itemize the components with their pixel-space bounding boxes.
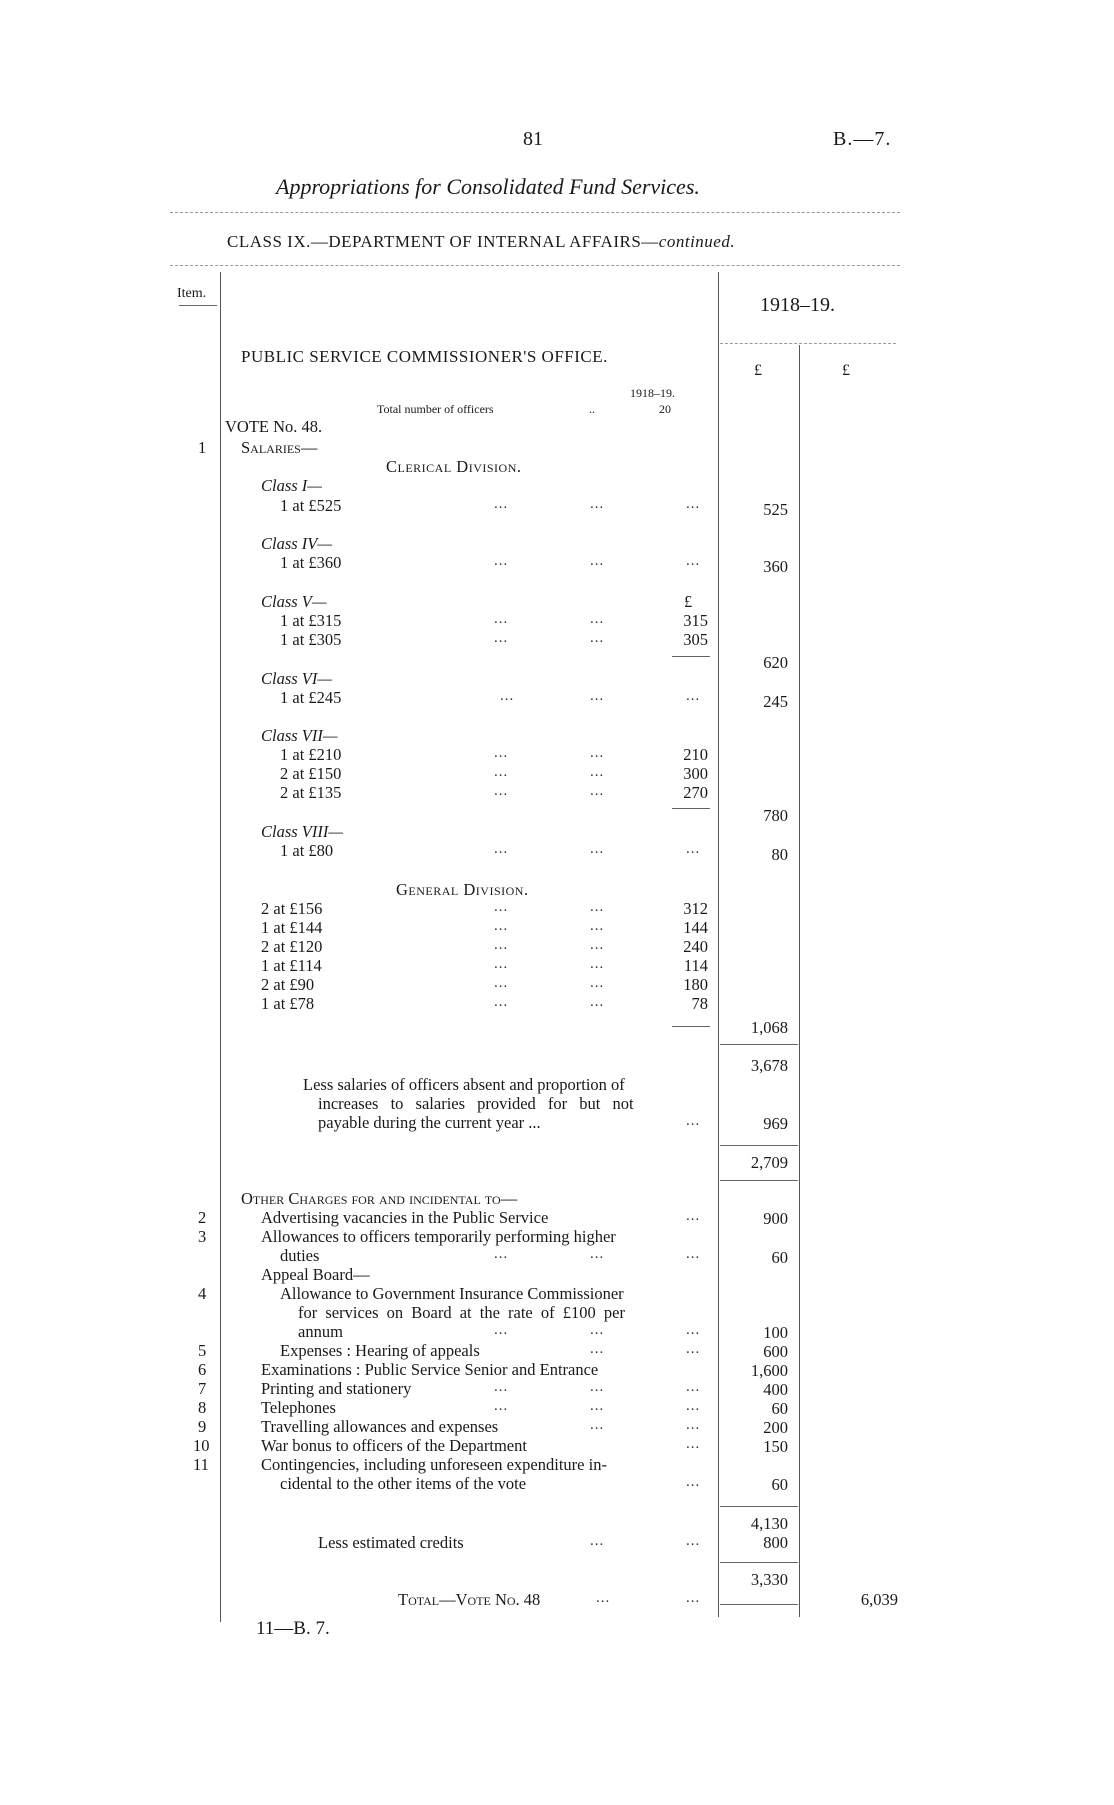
dots: ... — [686, 1417, 701, 1433]
less-salaries-line3: payable during the current year ... — [318, 1113, 541, 1132]
officers-label: Total number of officers — [377, 402, 494, 416]
column-divider-amount — [718, 272, 719, 1617]
dots: ... — [494, 1379, 509, 1395]
dots: ... — [494, 1246, 509, 1262]
amount: 60 — [771, 1475, 788, 1494]
dots: ... — [494, 1322, 509, 1338]
rule — [720, 343, 896, 344]
dots: ... — [494, 1398, 509, 1414]
dots: ... — [494, 956, 509, 972]
officers-count: 20 — [659, 402, 671, 416]
charge-line: Advertising vacancies in the Public Service — [261, 1208, 549, 1227]
dots: ... — [686, 1398, 701, 1414]
dots: ... — [590, 937, 605, 953]
dots: ... — [590, 1398, 605, 1414]
rule — [672, 808, 710, 809]
salaries-heading: Salaries— — [241, 438, 318, 457]
charge-line: Allowance to Government Insurance Commissioner — [280, 1284, 624, 1303]
amount: 360 — [763, 557, 788, 576]
amount: 525 — [763, 500, 788, 519]
dots: ... — [590, 1417, 605, 1433]
item-number: 5 — [198, 1341, 207, 1360]
dots: ... — [494, 937, 509, 953]
salary-line: 1 at £114 — [261, 956, 322, 975]
charge-line: duties — [280, 1246, 320, 1265]
salary-line: 1 at £360 — [280, 553, 342, 572]
amount: 240 — [683, 937, 708, 956]
appeal-board-heading: Appeal Board— — [261, 1265, 370, 1284]
dots: ... — [494, 918, 509, 934]
amount: 200 — [763, 1418, 788, 1437]
page-number: 81 — [523, 128, 543, 150]
dots: ... — [686, 1474, 701, 1490]
class-label: Class VI— — [261, 669, 333, 688]
gross-total: 4,130 — [750, 1514, 788, 1533]
dots: ... — [590, 994, 605, 1010]
dots: ... — [686, 1341, 701, 1357]
amount: 270 — [683, 783, 708, 802]
amount: 150 — [763, 1437, 788, 1456]
rule — [720, 1604, 798, 1605]
charge-line: for services on Board at the rate of £100 per — [298, 1303, 625, 1322]
dots: ... — [590, 783, 605, 799]
salary-line: 2 at £120 — [261, 937, 323, 956]
salary-line: 1 at £315 — [280, 611, 342, 630]
salary-line: 2 at £150 — [280, 764, 342, 783]
dots: ... — [686, 1246, 701, 1262]
dots: ... — [590, 553, 605, 569]
dots: ... — [494, 975, 509, 991]
dots: ... — [494, 841, 509, 857]
pound-symbol: £ — [754, 362, 762, 379]
dots: ... — [590, 496, 605, 512]
salary-line: 1 at £144 — [261, 918, 323, 937]
dots: ... — [590, 688, 605, 704]
amount: 312 — [683, 899, 708, 918]
item-number: 4 — [198, 1284, 207, 1303]
dots: ... — [590, 899, 605, 915]
amount: 144 — [683, 918, 708, 937]
dots: ... — [686, 688, 701, 704]
item-number: 7 — [198, 1379, 207, 1398]
salary-line: 1 at £78 — [261, 994, 315, 1013]
dots: ... — [590, 1341, 605, 1357]
salary-line: 2 at £156 — [261, 899, 323, 918]
amount: 780 — [763, 806, 788, 825]
less-salaries-line1: Less salaries of officers absent and proportion of — [303, 1075, 625, 1094]
dots: ... — [590, 1322, 605, 1338]
class-heading — [227, 232, 735, 252]
rule — [720, 1044, 798, 1045]
less-salaries-line2: increases to salaries provided for but not — [318, 1094, 634, 1113]
vote-total: 6,039 — [860, 1590, 898, 1609]
dots: ... — [590, 611, 605, 627]
item-number: 3 — [198, 1227, 207, 1246]
charge-line: Travelling allowances and expenses — [261, 1417, 499, 1436]
footer-signature: 11—B. 7. — [256, 1618, 330, 1639]
class-heading-main: CLASS IX.—DEPARTMENT OF INTERNAL AFFAIRS— — [227, 232, 659, 251]
amount: 245 — [763, 692, 788, 711]
dots: ... — [590, 630, 605, 646]
dots: ... — [590, 1533, 605, 1549]
clerical-division-heading: Clerical Division. — [386, 457, 522, 476]
dots: ... — [686, 1113, 701, 1129]
item-number: 10 — [193, 1436, 210, 1455]
year-column-header: 1918–19. — [760, 294, 835, 316]
class-label: Class I— — [261, 476, 322, 495]
item-number: 8 — [198, 1398, 207, 1417]
charge-line: Allowances to officers temporarily performing higher — [261, 1227, 616, 1246]
vote-total-label: Total—Vote No. 48 — [398, 1590, 541, 1609]
salary-line: 1 at £210 — [280, 745, 342, 764]
amount: 600 — [763, 1342, 788, 1361]
salary-line: 1 at £305 — [280, 630, 342, 649]
dots: ... — [494, 496, 509, 512]
subtotal: 3,678 — [750, 1056, 788, 1075]
amount: 60 — [771, 1248, 788, 1267]
amount: 180 — [683, 975, 708, 994]
item-number: 1 — [198, 438, 207, 457]
dots: ... — [686, 496, 701, 512]
salary-line: 1 at £245 — [280, 688, 342, 707]
pound-symbol: £ — [842, 362, 850, 379]
amount: 315 — [683, 611, 708, 630]
dots: ... — [686, 1590, 701, 1606]
item-number: 11 — [193, 1455, 209, 1474]
rule — [672, 656, 710, 657]
rule — [170, 265, 900, 266]
amount: 300 — [683, 764, 708, 783]
dots: ... — [500, 688, 515, 704]
dots: ... — [494, 611, 509, 627]
dots: .. — [589, 402, 595, 416]
amount: 305 — [683, 630, 708, 649]
dots: ... — [590, 956, 605, 972]
document-code: B.—7. — [833, 128, 892, 150]
dots: ... — [494, 553, 509, 569]
column-divider-pound — [799, 345, 800, 1617]
rule — [170, 212, 900, 213]
class-heading-continued: continued. — [658, 232, 736, 251]
dots: ... — [494, 630, 509, 646]
amount: 1,068 — [750, 1018, 788, 1037]
salaries-net: 2,709 — [750, 1153, 788, 1172]
amount: 78 — [691, 994, 708, 1013]
general-division-heading: General Division. — [396, 880, 529, 899]
amount: 400 — [763, 1380, 788, 1399]
dots: ... — [590, 1246, 605, 1262]
item-number: 2 — [198, 1208, 207, 1227]
vote-number: VOTE No. 48. — [225, 417, 323, 436]
charge-line: Expenses : Hearing of appeals — [280, 1341, 480, 1360]
dots: ... — [590, 841, 605, 857]
charge-line: Examinations : Public Service Senior and Entrance — [261, 1360, 599, 1379]
dots: ... — [494, 899, 509, 915]
column-divider-item — [220, 272, 221, 1622]
dots: ... — [590, 764, 605, 780]
officers-year: 1918–19. — [630, 386, 675, 400]
dots: ... — [494, 764, 509, 780]
item-column-header: Item. — [177, 286, 207, 301]
charge-line: annum — [298, 1322, 343, 1341]
rule — [672, 1026, 710, 1027]
rule — [720, 1562, 798, 1563]
charge-line: War bonus to officers of the Department — [261, 1436, 527, 1455]
amount: 60 — [771, 1399, 788, 1418]
class-label: Class VIII— — [261, 822, 344, 841]
item-number: 9 — [198, 1417, 207, 1436]
dots: ... — [686, 553, 701, 569]
rule — [720, 1506, 798, 1507]
dots: ... — [494, 994, 509, 1010]
class-label: Class IV— — [261, 534, 333, 553]
salary-line: 1 at £80 — [280, 841, 334, 860]
rule — [720, 1145, 798, 1146]
amount: 80 — [771, 845, 788, 864]
dots: ... — [596, 1590, 611, 1606]
dots: ... — [590, 1379, 605, 1395]
amount: 100 — [763, 1323, 788, 1342]
salary-line: 2 at £135 — [280, 783, 342, 802]
dots: ... — [590, 745, 605, 761]
dots: ... — [494, 745, 509, 761]
dots: ... — [686, 841, 701, 857]
amount: 1,600 — [750, 1361, 788, 1380]
salary-line: 2 at £90 — [261, 975, 315, 994]
rule — [720, 1180, 798, 1181]
dots: ... — [686, 1436, 701, 1452]
salary-line: 1 at £525 — [280, 496, 342, 515]
amount: 620 — [763, 653, 788, 672]
credits-amount: 800 — [763, 1533, 788, 1552]
class-label: Class V— — [261, 592, 327, 611]
dots: ... — [686, 1533, 701, 1549]
page-title: Appropriations for Consolidated Fund Services. — [276, 174, 700, 199]
rule — [179, 305, 217, 306]
item-number: 6 — [198, 1360, 207, 1379]
office-heading: PUBLIC SERVICE COMMISSIONER'S OFFICE. — [241, 347, 608, 366]
dots: ... — [494, 783, 509, 799]
charge-line: Printing and stationery — [261, 1379, 412, 1398]
other-charges-heading: Other Charges for and incidental to— — [241, 1189, 518, 1208]
dots: ... — [686, 1208, 701, 1224]
class-label: Class VII— — [261, 726, 338, 745]
dots: ... — [590, 918, 605, 934]
pound-symbol: £ — [684, 592, 693, 611]
amount: 210 — [683, 745, 708, 764]
net-total: 3,330 — [750, 1570, 788, 1589]
dots: ... — [686, 1322, 701, 1338]
charge-line: Contingencies, including unforeseen expenditure in- — [261, 1455, 607, 1474]
dots: ... — [686, 1379, 701, 1395]
credits-label: Less estimated credits — [318, 1533, 464, 1552]
charge-line: Telephones — [261, 1398, 336, 1417]
charge-line: cidental to the other items of the vote — [280, 1474, 527, 1493]
amount: 969 — [763, 1114, 788, 1133]
amount: 114 — [683, 956, 708, 975]
dots: ... — [590, 975, 605, 991]
amount: 900 — [763, 1209, 788, 1228]
